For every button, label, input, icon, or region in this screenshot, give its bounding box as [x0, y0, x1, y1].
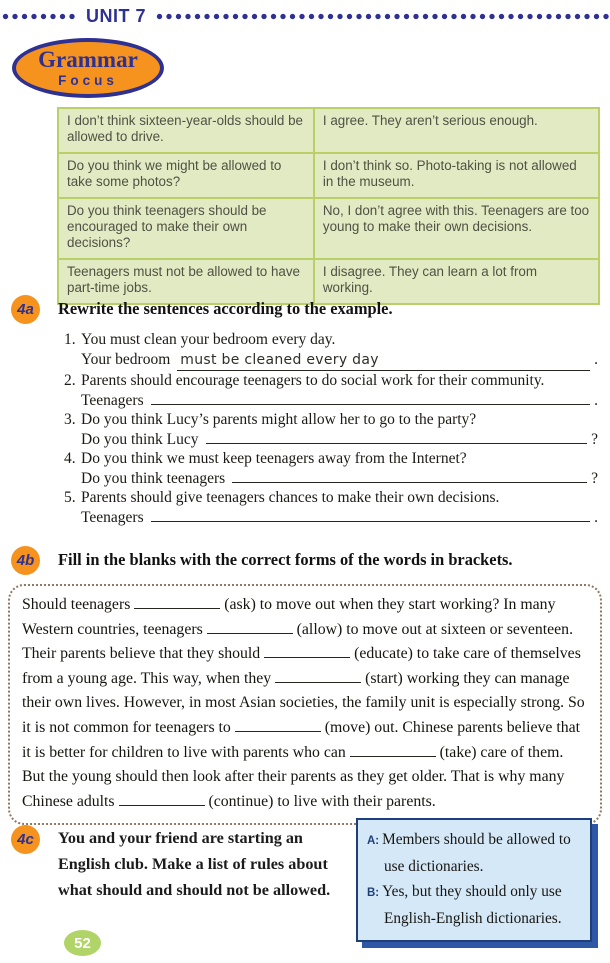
table-row: [58, 259, 599, 304]
header-dots-left-icon: [2, 13, 76, 20]
passage-text: (start) working they can manage their own lives. However, in most Asian societies, the family unit is especially strong. So it is not common for teenagers to: [22, 669, 585, 736]
answer-blank[interactable]: [264, 645, 350, 658]
table-cell-right: I agree. They aren’t serious enough.: [314, 108, 599, 153]
answer-text: must be cleaned every day: [180, 351, 379, 368]
answer-prefix: Do you think teenagers: [81, 469, 226, 487]
passage-text: (move) out. Chinese parents believe that it is better for children to live with parents who can: [22, 718, 581, 761]
instruction-text: You and your friend are starting an English club. Make a list of rules about what should and should not be allowed.: [58, 829, 331, 899]
grammar-table: [57, 107, 600, 305]
table-row: [58, 198, 599, 259]
answer-blank[interactable]: [151, 404, 591, 405]
grammar-word: Grammar: [38, 47, 138, 72]
table-cell-right: I disagree. They can learn a lot from working.: [314, 259, 599, 304]
item-sentence-line: [64, 330, 598, 350]
answer-blank[interactable]: [177, 351, 590, 372]
item-sentence: Parents should give teenagers chances to make their own decisions.: [81, 489, 500, 506]
table-cell-left: I don’t think sixteen-year-olds should be allowed to drive.: [58, 108, 314, 153]
section-heading-4a: Rewrite the sentences according to the example.: [58, 299, 393, 318]
table-row: [58, 153, 599, 198]
item-answer-line: [81, 350, 598, 372]
item-sentence: Do you think Lucy’s parents might allow her to go to the party?: [81, 411, 477, 428]
item-answer-line: [81, 469, 598, 489]
passage-text: (allow) to move out at sixteen or seventeen. Their parents believe that they should: [22, 620, 574, 663]
end-mark: .: [594, 391, 598, 409]
table-row: [58, 108, 599, 153]
speaker-label: A:: [367, 835, 380, 847]
unit-header: [0, 6, 610, 26]
section-heading-4b: Fill in the blanks with the correct forms of the words in brackets.: [58, 550, 513, 569]
rewrite-item: [64, 330, 598, 371]
answer-blank[interactable]: [206, 443, 588, 444]
rewrite-item: [64, 371, 598, 410]
passage-text: (take) care of them. But the young should then look after their parents as they get older. That is why many Chinese adults: [22, 743, 565, 810]
item-number: 2.: [64, 372, 76, 389]
answer-blank[interactable]: [151, 521, 591, 522]
passage-text: (ask) to move out when they start working? In many Western countries, teenagers: [22, 596, 556, 638]
dialogue-text: Yes, but they should only use English-English dictionaries.: [382, 883, 562, 927]
rewrite-items: [64, 330, 598, 527]
table-cell-right: No, I don’t agree with this. Teenagers are too young to make their own decisions.: [314, 198, 599, 259]
answer-prefix: Do you think Lucy: [81, 430, 199, 448]
end-mark: .: [594, 350, 598, 368]
fill-passage-box: [8, 584, 602, 825]
dialogue-box: [356, 818, 592, 942]
table-cell-left: Teenagers must not be allowed to have part-time jobs.: [58, 259, 314, 304]
answer-blank[interactable]: [232, 482, 587, 483]
item-sentence-line: [64, 449, 598, 469]
passage-text: Should teenagers: [22, 596, 135, 613]
header-dots-right-icon: [156, 13, 610, 20]
answer-blank[interactable]: [235, 719, 321, 732]
passage-text: (educate) to take care of themselves from a young age. This way, when they: [22, 645, 581, 687]
dialogue-line: [367, 827, 582, 879]
answer-prefix: Teenagers: [81, 508, 144, 526]
answer-blank[interactable]: [350, 744, 436, 757]
item-answer-line: [81, 430, 598, 450]
item-number: 4.: [64, 450, 76, 467]
item-number: 5.: [64, 489, 76, 506]
item-number: 1.: [64, 331, 76, 348]
grammar-table-body: [58, 108, 599, 304]
item-sentence-line: [64, 371, 598, 391]
item-sentence: Do you think we must keep teenagers away from the Internet?: [81, 450, 467, 467]
rewrite-item: [64, 449, 598, 488]
page-number-badge: 52: [64, 930, 101, 956]
section-badge-4b: 4b: [11, 546, 40, 575]
answer-blank[interactable]: [275, 670, 361, 683]
item-answer-line: [81, 508, 598, 528]
passage-text: (continue) to live with their parents.: [204, 792, 436, 810]
end-mark: .: [594, 508, 598, 526]
end-mark: ?: [591, 430, 598, 448]
table-cell-right: I don’t think so. Photo-taking is not allowed in the museum.: [314, 153, 599, 198]
rewrite-item: [64, 488, 598, 527]
focus-word: Focus: [58, 73, 118, 88]
answer-blank[interactable]: [119, 793, 205, 806]
speaker-label: B:: [367, 887, 380, 899]
table-cell-left: Do you think we might be allowed to take some photos?: [58, 153, 314, 198]
item-number: 3.: [64, 411, 76, 428]
item-sentence-line: [64, 488, 598, 508]
item-sentence: Parents should encourage teenagers to do social work for their community.: [81, 372, 545, 389]
item-sentence-line: [64, 410, 598, 430]
rewrite-item: [64, 410, 598, 449]
fill-passage: [22, 593, 588, 814]
answer-prefix: Teenagers: [81, 391, 144, 409]
answer-blank[interactable]: [207, 621, 293, 634]
dialogue-text: Members should be allowed to use dictionaries.: [382, 831, 571, 875]
answer-prefix: Your bedroom: [81, 350, 171, 368]
grammar-focus-badge: [12, 38, 164, 98]
item-answer-line: [81, 391, 598, 411]
section-badge-4a: 4a: [11, 295, 40, 324]
answer-blank[interactable]: [134, 596, 220, 609]
section-badge-4c: 4c: [11, 825, 40, 854]
dialogue-line: [367, 879, 582, 931]
table-cell-left: Do you think teenagers should be encouraged to make their own decisions?: [58, 198, 314, 259]
end-mark: ?: [591, 469, 598, 487]
item-sentence: You must clean your bedroom every day.: [81, 331, 336, 348]
unit-label: UNIT 7: [86, 5, 147, 26]
